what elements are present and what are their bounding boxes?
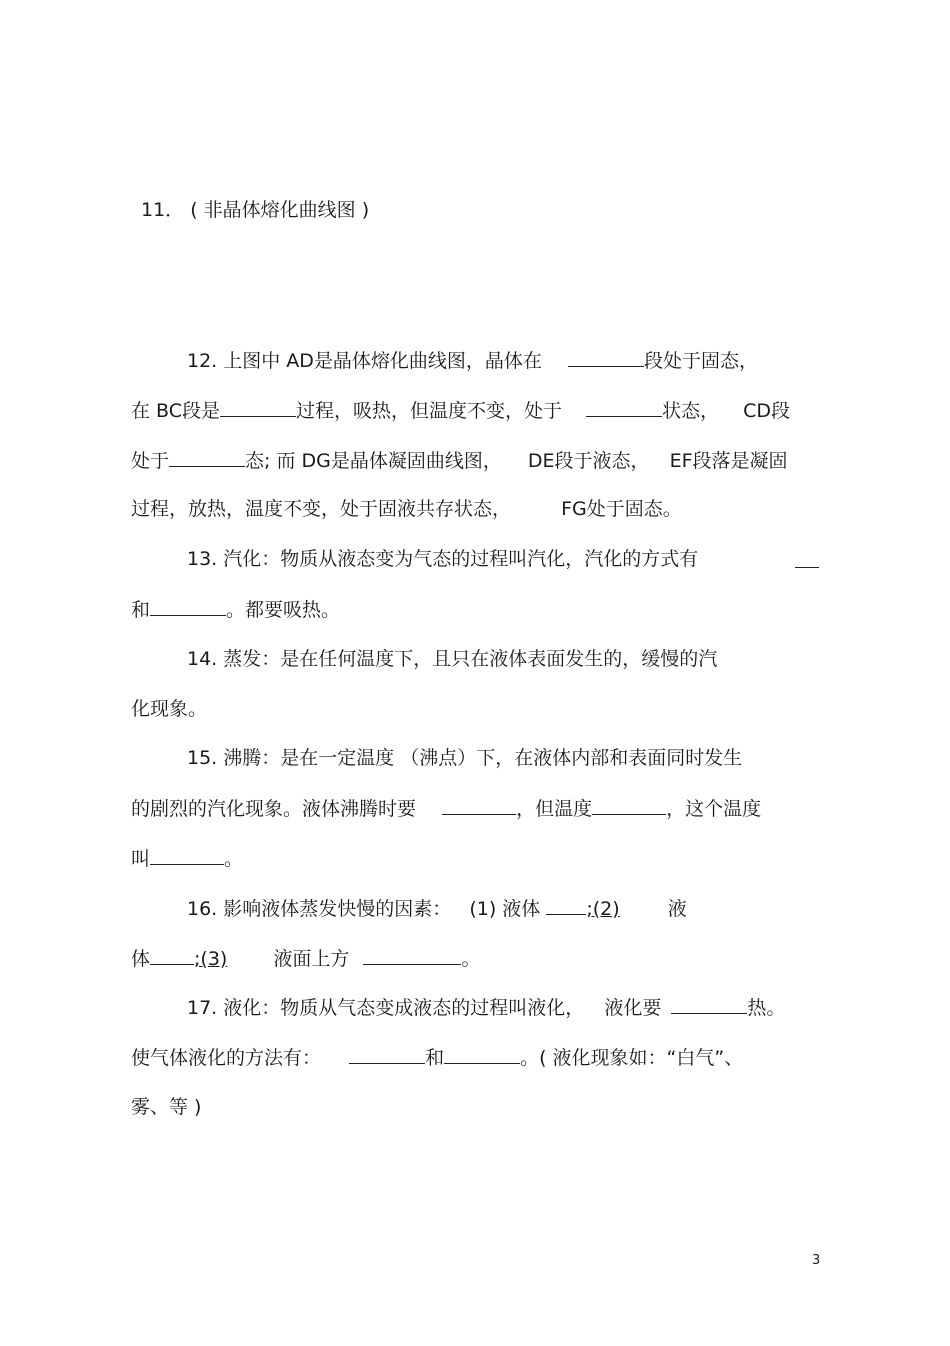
q16-text-d: 液 — [667, 898, 687, 920]
page-number: 3 — [812, 1253, 821, 1268]
q15-text-a: 沸腾：是在一定温度 （沸点）下，在液体内部和表面同时发生 — [223, 747, 743, 769]
q15-blank-2 — [592, 796, 666, 815]
q11-number: 11． — [141, 199, 185, 221]
q15-text-d: ，这个温度 — [666, 798, 762, 820]
q16-number: 16. — [187, 898, 218, 920]
q16-text-h: 。 — [461, 948, 481, 970]
q17-blank-3 — [444, 1045, 520, 1064]
q14-text-a: 蒸发：是在任何温度下，且只在液体表面发生的，缓慢的汽 — [223, 648, 718, 670]
q15-line-2 — [131, 796, 761, 821]
q15-line-3 — [131, 846, 243, 871]
q16-text-c: ;(2) — [586, 898, 620, 920]
q12-line-2 — [131, 398, 790, 423]
q11-line — [141, 198, 369, 222]
q13-blank-2 — [150, 597, 226, 616]
q13-line-2 — [131, 597, 340, 622]
q16-text-g: 液面上方 — [273, 948, 350, 970]
q12-text-b: 段处于固态， — [643, 350, 758, 372]
q14-text-b: 化现象。 — [131, 698, 208, 720]
q16-blank-2 — [150, 946, 194, 965]
q12-text-l: FG处于固态。 — [561, 498, 682, 520]
q15-text-e: 叫 — [131, 848, 151, 870]
q12-text-e: 状态， — [662, 400, 720, 422]
q16-blank-1 — [546, 896, 586, 915]
q12-text-j: EF段落是凝固 — [669, 450, 788, 472]
q12-text-c: 在 BC段是 — [131, 400, 221, 422]
q15-number: 15. — [187, 747, 218, 769]
q12-blank-4 — [169, 448, 245, 467]
q13-text-b: 和 — [131, 599, 151, 621]
q12-text-d: 过程，吸热，但温度不变，处于 — [296, 400, 563, 422]
q17-text-d: 使气体液化的方法有： — [131, 1047, 322, 1069]
q13-blank-1 — [795, 567, 819, 568]
q15-text-f: 。 — [224, 848, 244, 870]
q14-number: 14. — [187, 648, 218, 670]
q16-text-a: 影响液体蒸发快慢的因素： — [223, 898, 452, 920]
q13-text-a: 汽化：物质从液态变为气态的过程叫汽化，汽化的方式有 — [223, 548, 699, 570]
q17-line-2 — [131, 1045, 743, 1070]
q13-text-c: 。都要吸热。 — [226, 599, 341, 621]
q16-line-1 — [187, 896, 687, 921]
q17-blank-1 — [671, 995, 747, 1014]
q15-blank-1 — [442, 796, 516, 815]
q12-text-k: 过程，放热，温度不变，处于固液共存状态， — [131, 498, 512, 520]
q12-blank-3 — [586, 398, 662, 417]
q15-line-1 — [187, 746, 742, 770]
q12-text-g: 处于 — [131, 450, 170, 472]
q14-line-2 — [131, 697, 207, 721]
q16-blank-3 — [363, 946, 461, 965]
q15-text-b: 的剧烈的汽化现象。液体沸腾时要 — [131, 798, 417, 820]
q17-blank-2 — [349, 1045, 425, 1064]
q16-text-b: (1) 液体 — [469, 898, 541, 920]
q16-text-e: 体 — [131, 948, 151, 970]
q17-text-f: 。( 液化现象如：“白气”、 — [520, 1047, 744, 1069]
q12-line-4 — [131, 497, 682, 521]
q17-number: 17. — [187, 997, 218, 1019]
q17-line-3 — [131, 1095, 201, 1119]
q17-text-g: 雾、等 ) — [131, 1096, 202, 1118]
q16-line-2 — [131, 946, 480, 971]
q12-number: 12. — [187, 350, 218, 372]
q12-text-h: 态; 而 DG是晶体凝固曲线图， — [245, 450, 502, 472]
q11-text: ( 非晶体熔化曲线图 ) — [190, 199, 370, 221]
q13-line-1 — [187, 547, 698, 571]
q12-text-i: DE段于液态， — [527, 450, 650, 472]
q17-text-c: 热。 — [747, 997, 786, 1019]
q14-line-1 — [187, 647, 717, 671]
q12-blank-1 — [568, 348, 644, 367]
q17-line-1 — [187, 995, 785, 1020]
q12-blank-2 — [220, 398, 296, 417]
q17-text-a: 液化：物质从气态变成液态的过程叫液化， — [223, 997, 585, 1019]
q12-line-1 — [187, 348, 758, 373]
q17-text-b: 液化要 — [604, 997, 662, 1019]
q12-text-a: 上图中 AD是晶体熔化曲线图，晶体在 — [223, 350, 542, 372]
q16-text-f: ;(3) — [194, 948, 228, 970]
q15-blank-3 — [150, 846, 224, 865]
q13-number: 13. — [187, 548, 218, 570]
q17-text-e: 和 — [425, 1047, 445, 1069]
q12-line-3 — [131, 448, 788, 473]
q12-text-f: CD段 — [743, 400, 791, 422]
q15-text-c: ，但温度 — [516, 798, 593, 820]
